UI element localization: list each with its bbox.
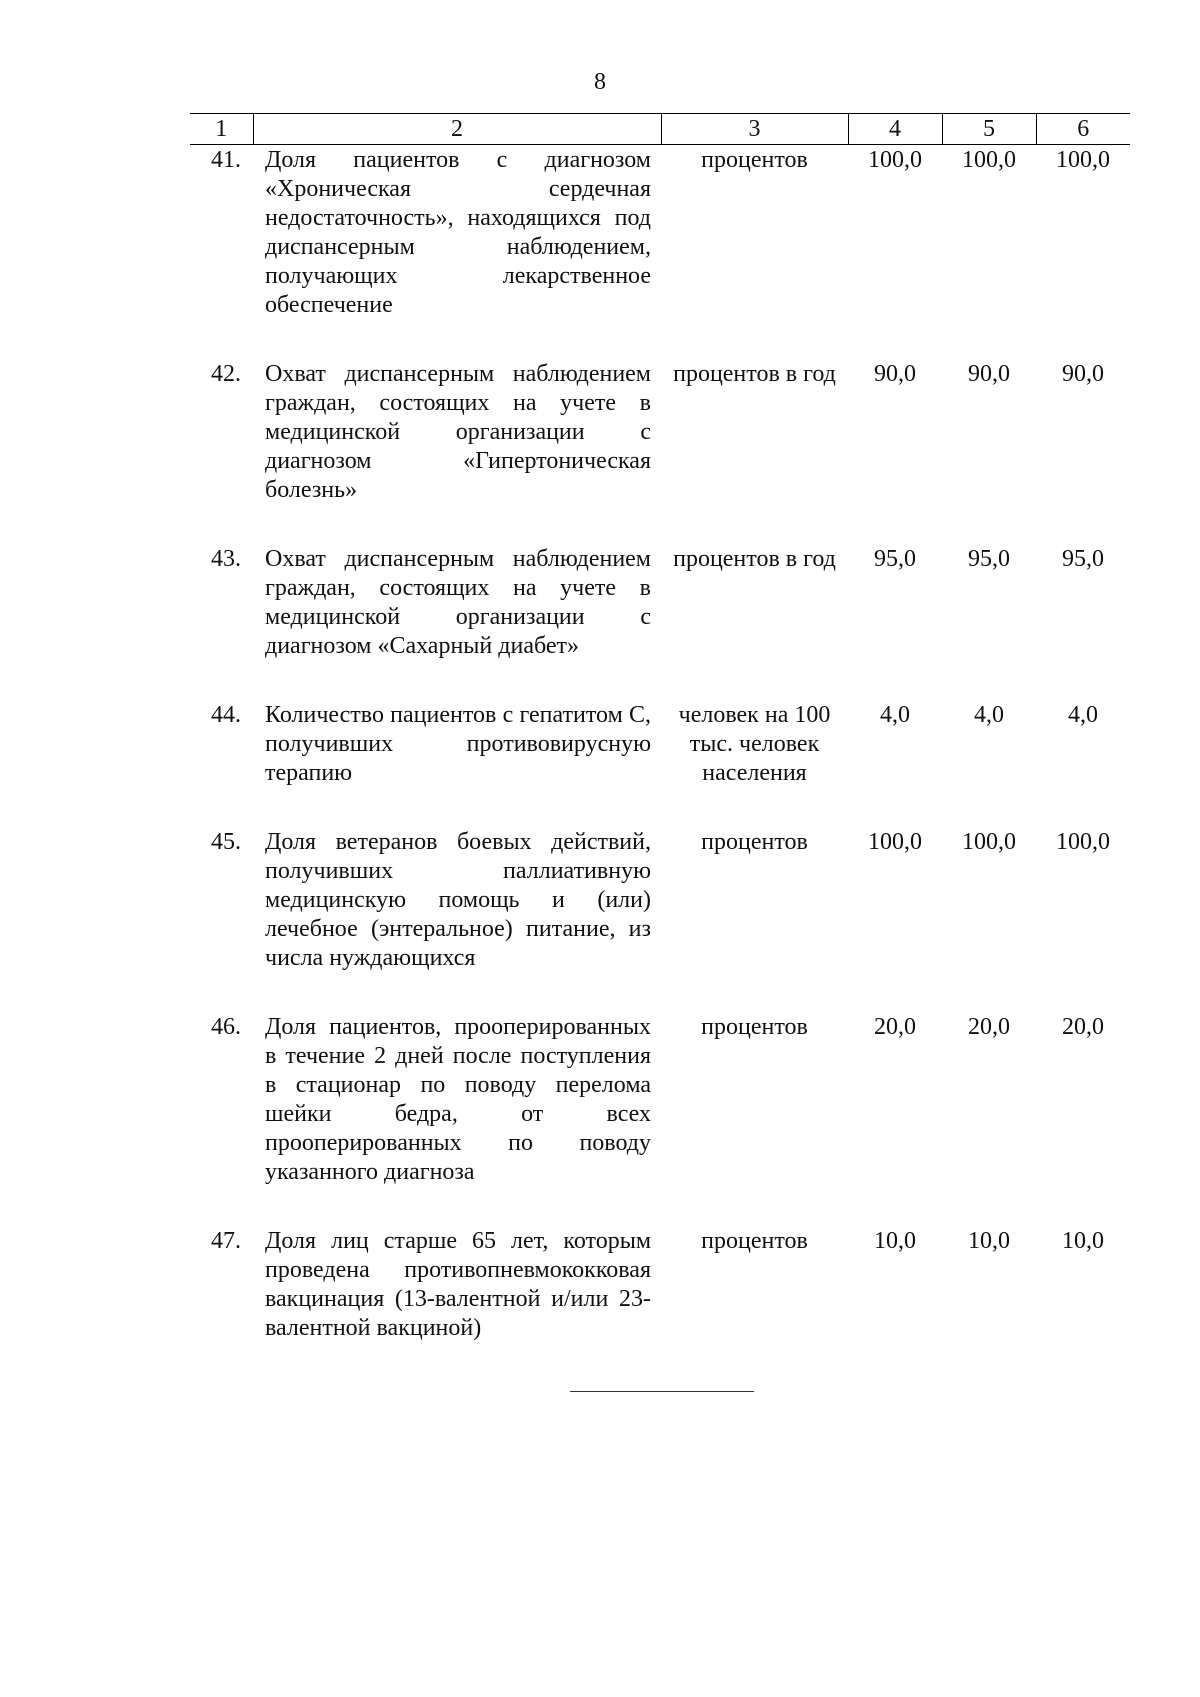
value-col-4: 90,0 — [874, 361, 916, 387]
unit-of-measure: процентов — [701, 829, 808, 855]
indicators-table — [190, 113, 1130, 1383]
row-number: 46. — [211, 1014, 241, 1040]
unit-of-measure: процентов в год — [673, 361, 836, 387]
row-number: 47. — [211, 1228, 241, 1254]
table-row — [190, 360, 1130, 545]
value-col-4: 10,0 — [874, 1228, 916, 1254]
value-col-4: 95,0 — [874, 546, 916, 572]
indicator-description: Доля пациентов с диагнозом «Хроническая сердечная недостаточность», находящихся под диспансерным наблюдением, получающих лекарственное обеспечение — [265, 147, 651, 318]
column-header-3: 3 — [661, 114, 848, 145]
indicator-description: Охват диспансерным наблюдением граждан, состоящих на учете в медицинской организации с диагнозом «Сахарный диабет» — [265, 546, 651, 659]
value-col-6: 20,0 — [1062, 1014, 1104, 1040]
value-col-4: 100,0 — [868, 147, 922, 173]
column-header-5: 5 — [942, 114, 1036, 145]
indicator-description: Доля ветеранов боевых действий, получивших паллиативную медицинскую помощь и (или) лечебное (энтеральное) питание, из числа нуждающихся — [265, 829, 651, 971]
value-col-5: 100,0 — [962, 147, 1016, 173]
value-col-5: 4,0 — [974, 702, 1004, 728]
table-row — [190, 145, 1130, 361]
table-row — [190, 1227, 1130, 1383]
table-row — [190, 701, 1130, 828]
value-col-6: 95,0 — [1062, 546, 1104, 572]
column-header-4: 4 — [848, 114, 942, 145]
row-number: 45. — [211, 829, 241, 855]
value-col-5: 90,0 — [968, 361, 1010, 387]
value-col-6: 10,0 — [1062, 1228, 1104, 1254]
value-col-5: 100,0 — [962, 829, 1016, 855]
unit-of-measure: процентов — [701, 1228, 808, 1254]
unit-of-measure: процентов — [701, 147, 808, 173]
table-row — [190, 545, 1130, 701]
value-col-5: 10,0 — [968, 1228, 1010, 1254]
indicator-description: Охват диспансерным наблюдением граждан, состоящих на учете в медицинской организации с диагнозом «Гипертоническая болезнь» — [265, 361, 651, 503]
end-of-document-line — [570, 1391, 754, 1392]
column-header-1: 1 — [190, 114, 253, 145]
column-header-2: 2 — [253, 114, 661, 145]
table-row — [190, 828, 1130, 1013]
value-col-4: 100,0 — [868, 829, 922, 855]
value-col-4: 4,0 — [880, 702, 910, 728]
unit-of-measure: процентов в год — [673, 546, 836, 572]
value-col-6: 100,0 — [1056, 829, 1110, 855]
unit-of-measure: процентов — [701, 1014, 808, 1040]
row-number: 43. — [211, 546, 241, 572]
table-row — [190, 1013, 1130, 1227]
table-body — [190, 145, 1130, 1384]
value-col-6: 90,0 — [1062, 361, 1104, 387]
row-number: 44. — [211, 702, 241, 728]
indicator-description: Доля пациентов, прооперированных в течение 2 дней после поступления в стационар по поводу перелома шейки бедра, от всех прооперированных по поводу указанного диагноза — [265, 1014, 651, 1185]
value-col-6: 100,0 — [1056, 147, 1110, 173]
row-number: 41. — [211, 147, 241, 173]
value-col-6: 4,0 — [1068, 702, 1098, 728]
row-number: 42. — [211, 361, 241, 387]
indicator-description: Доля лиц старше 65 лет, которым проведена противопневмококковая вакцинация (13-валентной и/или 23-валентной вакциной) — [265, 1228, 651, 1341]
unit-of-measure: человек на 100 тыс. человек населения — [678, 702, 831, 786]
value-col-5: 20,0 — [968, 1014, 1010, 1040]
table-header — [190, 114, 1130, 145]
column-header-6: 6 — [1036, 114, 1130, 145]
indicator-description: Количество пациентов с гепатитом С, получивших противовирусную терапию — [265, 702, 651, 786]
value-col-4: 20,0 — [874, 1014, 916, 1040]
header-row — [190, 114, 1130, 145]
value-col-5: 95,0 — [968, 546, 1010, 572]
page-number: 8 — [594, 69, 606, 95]
